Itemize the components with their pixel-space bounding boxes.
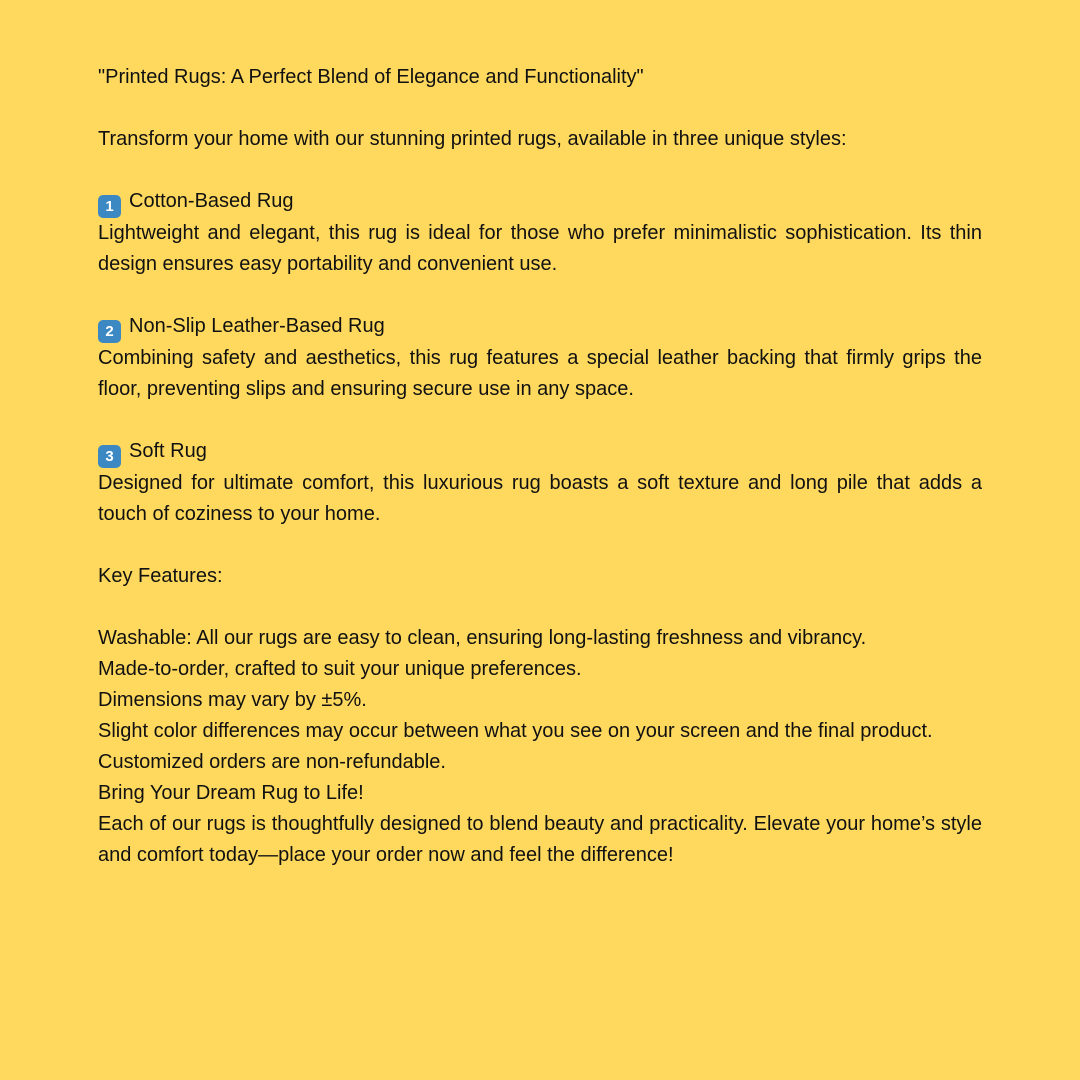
style-item-soft (98, 436, 982, 530)
style-heading-row (98, 311, 982, 343)
feature-line-made-to-order: Made-to-order, crafted to suit your unique preferences. (98, 658, 582, 680)
features-list (98, 623, 982, 871)
style-heading: Cotton-Based Rug (129, 190, 294, 212)
feature-line-color-differences: Slight color differences may occur between what you see on your screen and the final product. (98, 720, 933, 742)
style-heading: Non-Slip Leather-Based Rug (129, 315, 385, 337)
style-description: Lightweight and elegant, this rug is ideal for those who prefer minimalistic sophistication. Its thin design ensures easy portability and convenient use. (98, 222, 982, 275)
style-item-cotton (98, 186, 982, 280)
intro-paragraph: Transform your home with our stunning printed rugs, available in three unique styles: (98, 128, 847, 150)
style-heading-row (98, 186, 982, 218)
closing-paragraph: Each of our rugs is thoughtfully designed to blend beauty and practicality. Elevate your home’s style and comfort today—place your order now and feel the difference! (98, 813, 982, 866)
page-title: "Printed Rugs: A Perfect Blend of Elegance and Functionality" (98, 66, 644, 88)
feature-line-washable: Washable: All our rugs are easy to clean, ensuring long-lasting freshness and vibrancy. (98, 627, 867, 649)
feature-line-non-refundable: Customized orders are non-refundable. (98, 751, 446, 773)
style-heading: Soft Rug (129, 440, 207, 462)
badge-number: 3 (105, 448, 114, 465)
keycap-2-icon (98, 320, 121, 343)
poster-content (98, 62, 982, 871)
key-features-heading: Key Features: (98, 565, 223, 587)
style-heading-row (98, 436, 982, 468)
keycap-1-icon (98, 195, 121, 218)
badge-number: 1 (105, 198, 114, 215)
keycap-3-icon (98, 445, 121, 468)
style-description: Combining safety and aesthetics, this rug features a special leather backing that firmly grips the floor, preventing slips and ensuring secure use in any space. (98, 347, 982, 400)
style-item-leather (98, 311, 982, 405)
feature-line-dream-rug: Bring Your Dream Rug to Life! (98, 782, 364, 804)
badge-number: 2 (105, 323, 114, 340)
feature-line-dimensions: Dimensions may vary by ±5%. (98, 689, 367, 711)
style-description: Designed for ultimate comfort, this luxurious rug boasts a soft texture and long pile that adds a touch of coziness to your home. (98, 472, 982, 525)
